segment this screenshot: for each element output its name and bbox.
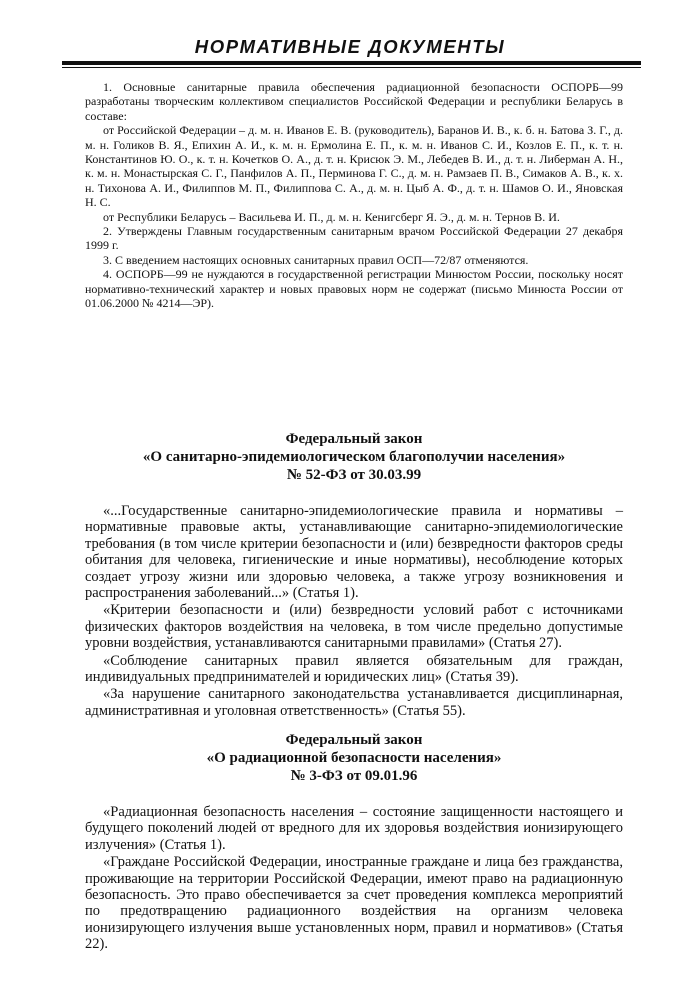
law-heading: Федеральный закон: [285, 431, 423, 447]
header-rule-thin: [62, 67, 641, 68]
law-title: «О радиационной безопасности населения»: [206, 750, 502, 766]
note-paragraph: от Российской Федерации – д. м. н. Иванов Е. В. (руководитель), Баранов И. В., к. б. н. Батова З. Г., д. м. н. Голиков В. Я., Епихин А. И., к. м. н. Ермолина Е. П., к. м. н. Иванов С. И., Козлов Е. П., к. т. н. Константинов Ю. О., к. т. н. Кочетков О. А., д. т. н. Крисюк Э. М., Лебедев В. И., д. т. н. Либерман А. Н., к. м. н. Монастырская С. Г., Панфилов А. П., Перминова Г. С., д. м. н. Рамзаев П. В., Симаков А. В., к. х. н. Тихонова А. И., Филиппов М. П., Филиппова С. А., д. м. н. Цыб А. Ф., д. т. н. Шамов О. И., Яновская Н. С.: [85, 123, 623, 210]
law-heading: Федеральный закон: [285, 732, 423, 748]
law-section-sanitary: [85, 430, 623, 720]
law-quote-paragraph: «Радиационная безопасность населения – состояние защищенности настоящего и будущего поколений людей от вредного для их здоровья воздействия ионизирующего излучения» (Статья 1).: [85, 804, 623, 853]
document-notes: [85, 80, 623, 311]
law-number: № 52-ФЗ от 30.03.99: [286, 467, 422, 483]
law-quote-paragraph: «...Государственные санитарно-эпидемиологические правила и нормативы – нормативные правовые акты, устанавливающие санитарно-эпидемиологические требования (в том числе критерии безопасности и (или) безвредности факторов среды обитания для человека, гигиенические и иные нормативы), несоблюдение которых создает угрозу жизни или здоровью человека, а также угрозу возникновения и распространения заболеваний...» (Статья 1).: [85, 503, 623, 602]
note-paragraph: 4. ОСПОРБ—99 не нуждаются в государственной регистрации Минюстом России, поскольку носят нормативно-технический характер и новых правовых норм не содержат (письмо Минюста России от 01.06.2000 № 4214—ЭР).: [85, 267, 623, 311]
note-paragraph: 1. Основные санитарные правила обеспечения радиационной безопасности ОСПОРБ—99 разработаны творческим коллективом специалистов Российской Федерации и республики Беларусь в составе:: [85, 80, 623, 123]
law-body: [85, 804, 623, 953]
header-rule-thick: [62, 61, 641, 65]
law-quote-paragraph: «Критерии безопасности и (или) безвредности условий работ с источниками физических факторов воздействия на человека, в том числе предельно допустимые уровни воздействия, устанавливаются санитарными правилами» (Статья 27).: [85, 602, 623, 652]
law-quote-paragraph: «За нарушение санитарного законодательства устанавливается дисциплинарная, административная и уголовная ответственность» (Статья 55).: [85, 686, 623, 719]
note-paragraph: 3. С введением настоящих основных санитарных правил ОСП—72/87 отменяются.: [103, 252, 529, 267]
law-number: № 3-ФЗ от 09.01.96: [290, 768, 418, 784]
law-quote-paragraph: «Граждане Российской Федерации, иностранные граждане и лица без гражданства, проживающие на территории Российской Федерации, имеют право на радиационную безопасность. Это право обеспечивается за счет проведения комплекса мероприятий по предотвращению радиационного воздействия на организм человека ионизирующего излучения выше установленных норм, правил и нормативов» (Статья 22).: [85, 854, 623, 953]
law-section-radiation: [85, 731, 623, 954]
law-body: [85, 503, 623, 719]
note-paragraph: 2. Утверждены Главным государственным санитарным врачом Российской Федерации 27 декабря 1999 г.: [85, 224, 623, 253]
law-quote-paragraph: «Соблюдение санитарных правил является обязательным для граждан, индивидуальных предпринимателей и юридических лиц» (Статья 39).: [85, 652, 623, 686]
section-header-title: НОРМАТИВНЫЕ ДОКУМЕНТЫ: [194, 36, 506, 57]
law-title: «О санитарно-эпидемиологическом благополучии населения»: [142, 449, 566, 465]
note-paragraph: от Республики Беларусь – Васильева И. П., д. м. н. Кенигсберг Я. Э., д. м. н. Тернов В. И.: [103, 209, 560, 224]
